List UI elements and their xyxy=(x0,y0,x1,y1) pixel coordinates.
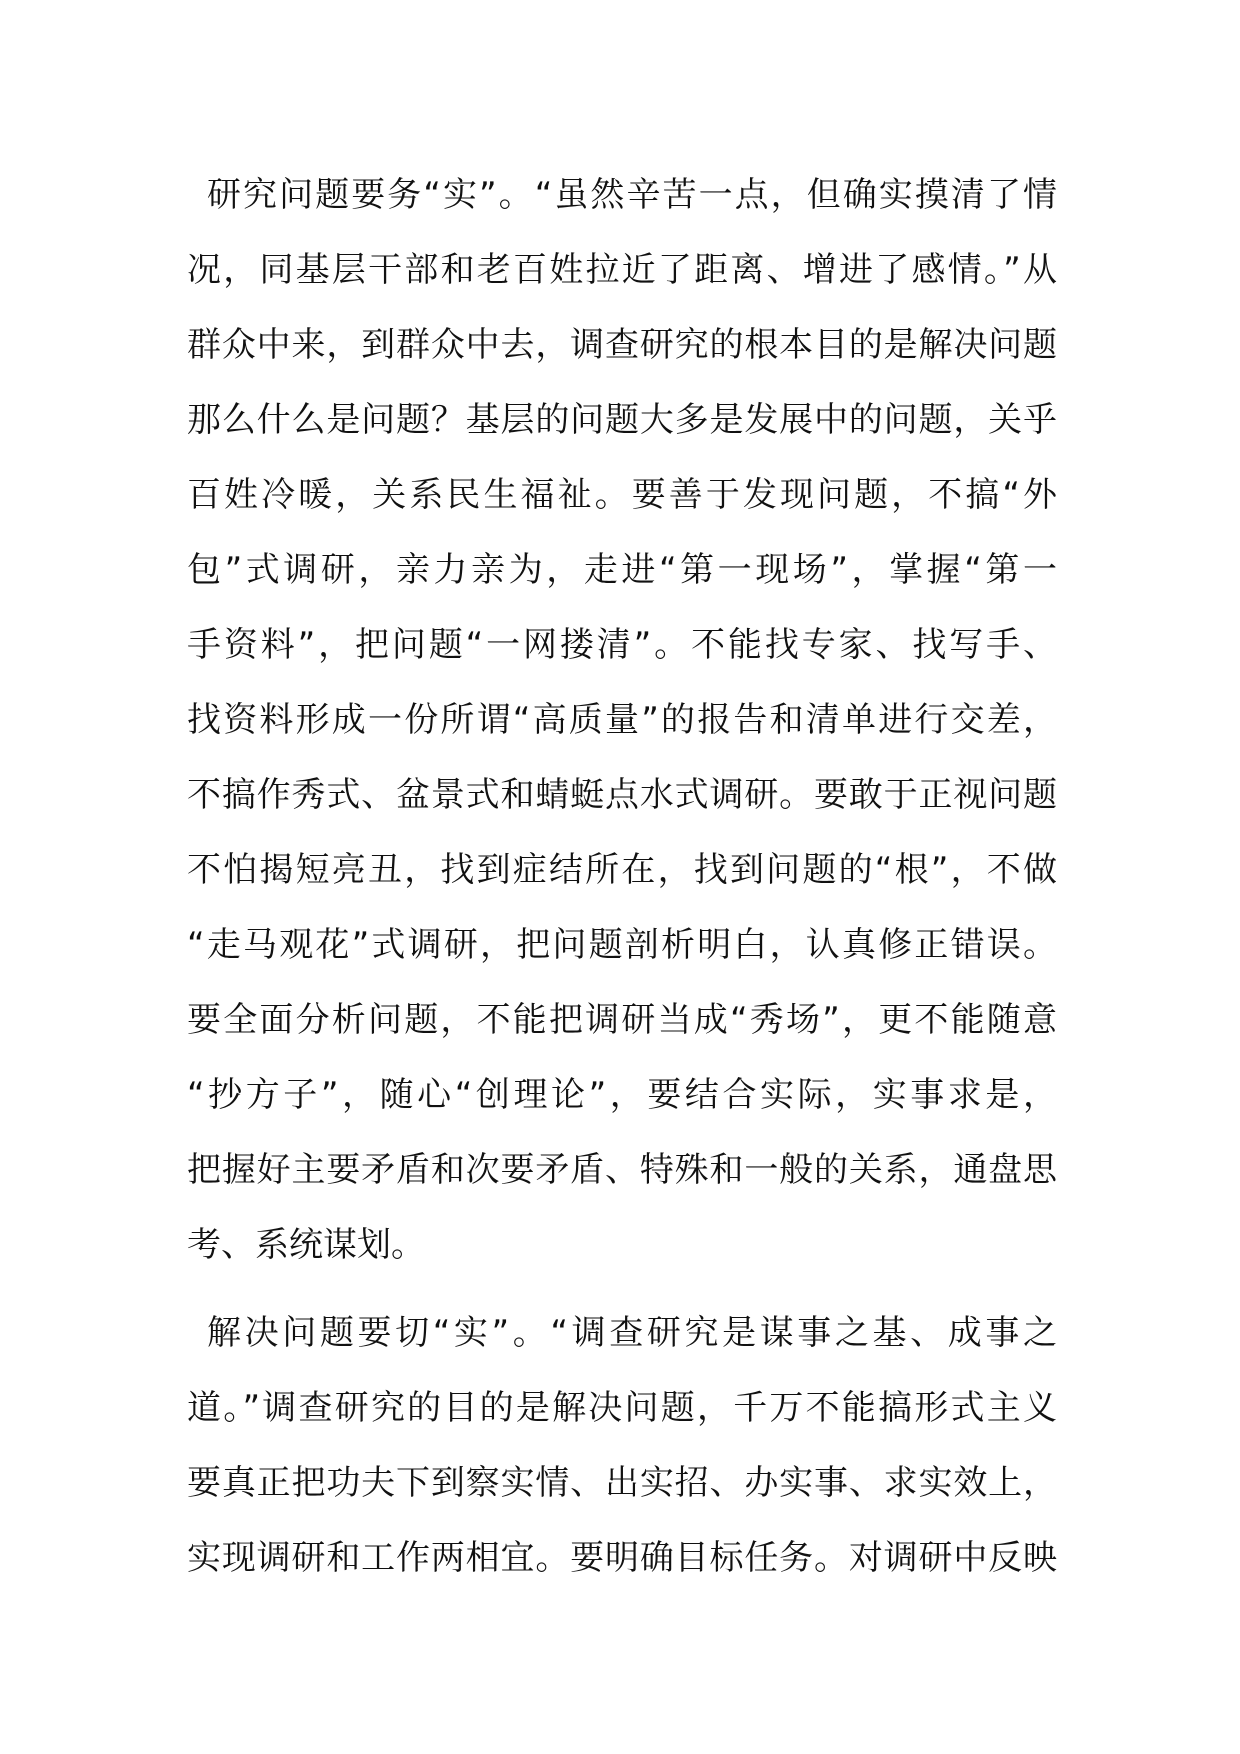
paragraph-1-line-9: 不搞作秀式、盆景式和蜻蜓点水式调研。要敢于正视问题 xyxy=(187,775,1057,815)
paragraph-1-line-11: “走马观花”式调研，把问题剖析明白，认真修正错误。 xyxy=(187,925,1057,965)
paragraph-1-line-15: 考、系统谋划。 xyxy=(187,1225,425,1265)
paragraph-2-line-1: 解决问题要切“实”。“调查研究是谋事之基、成事之 xyxy=(207,1313,1057,1353)
paragraph-1-line-8: 找资料形成一份所谓“高质量”的报告和清单进行交差， xyxy=(187,700,1057,740)
paragraph-2-line-4: 实现调研和工作两相宜。要明确目标任务。对调研中反映 xyxy=(187,1538,1057,1578)
paragraph-1-line-2: 况，同基层干部和老百姓拉近了距离、增进了感情。”从 xyxy=(187,250,1057,290)
paragraph-1-line-5: 百姓冷暖，关系民生福祉。要善于发现问题，不搞“外 xyxy=(187,475,1057,515)
paragraph-1-line-10: 不怕揭短亮丑，找到症结所在，找到问题的“根”，不做 xyxy=(187,850,1057,890)
paragraph-1-line-6: 包”式调研，亲力亲为，走进“第一现场”，掌握“第一 xyxy=(187,550,1057,590)
paragraph-1-line-7: 手资料”，把问题“一网搂清”。不能找专家、找写手、 xyxy=(187,625,1057,665)
paragraph-1-line-14: 把握好主要矛盾和次要矛盾、特殊和一般的关系，通盘思 xyxy=(187,1150,1057,1190)
paragraph-1-line-3: 群众中来，到群众中去，调查研究的根本目的是解决问题 xyxy=(187,325,1057,365)
paragraph-2-line-2: 道。”调查研究的目的是解决问题，千万不能搞形式主义 xyxy=(187,1388,1057,1428)
paragraph-2-line-3: 要真正把功夫下到察实情、出实招、办实事、求实效上， xyxy=(187,1463,1057,1503)
paragraph-1-line-1: 研究问题要务“实”。“虽然辛苦一点，但确实摸清了情 xyxy=(207,175,1057,215)
paragraph-1-line-13: “抄方子”，随心“创理论”，要结合实际，实事求是， xyxy=(187,1075,1057,1115)
paragraph-1-line-12: 要全面分析问题，不能把调研当成“秀场”，更不能随意 xyxy=(187,1000,1057,1040)
paragraph-1-line-4: 那么什么是问题？基层的问题大多是发展中的问题，关乎 xyxy=(187,400,1057,440)
